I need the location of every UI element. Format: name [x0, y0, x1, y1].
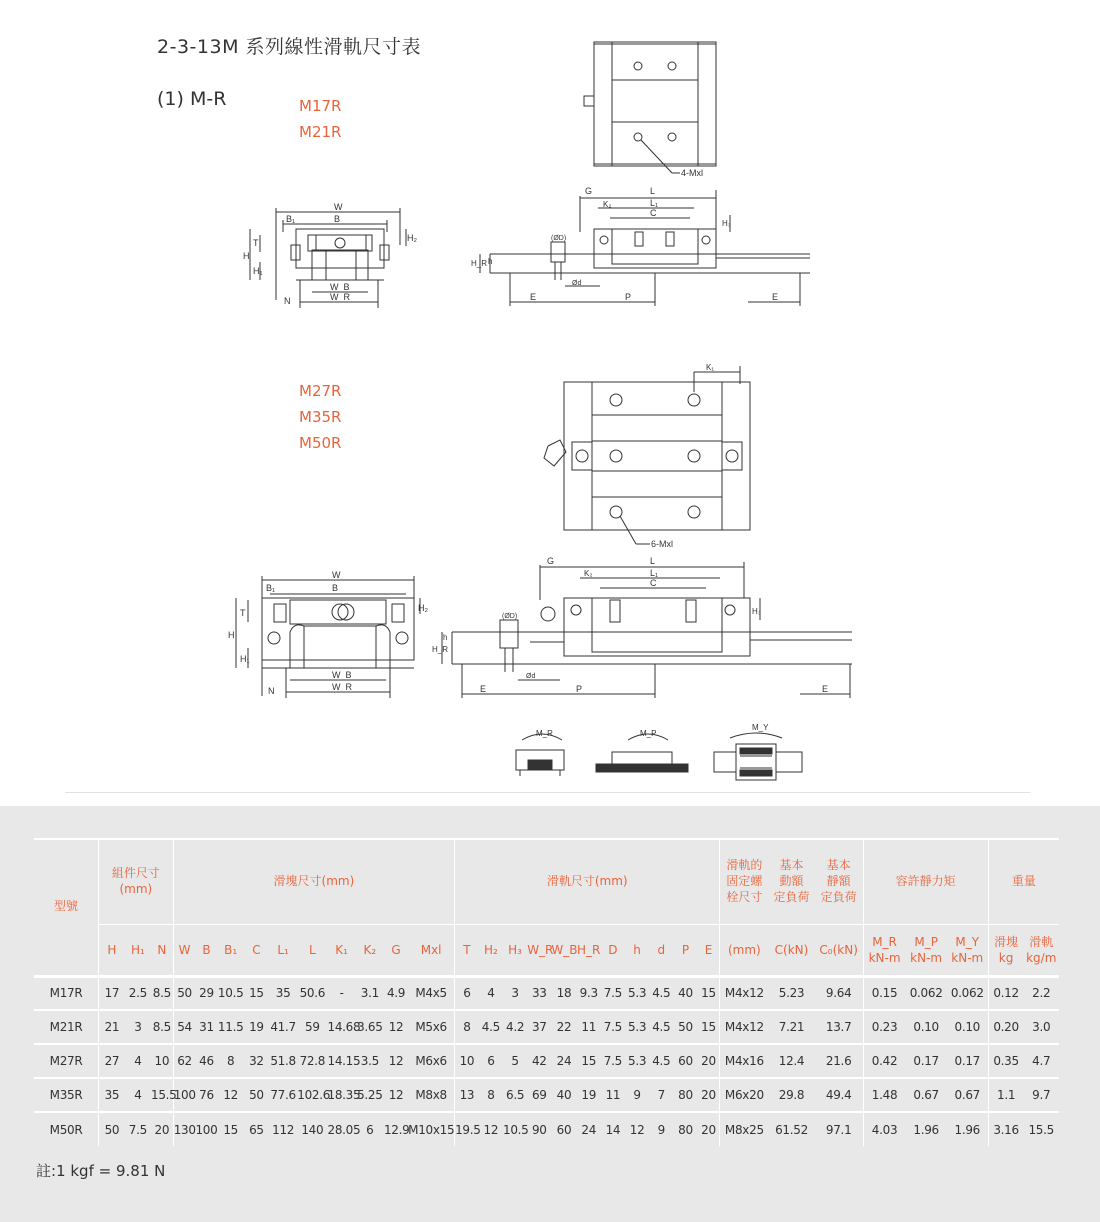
value-cell: 35 [99, 1078, 125, 1112]
hole-label: 4-Mxl [681, 168, 703, 178]
value-cell: 40 [551, 1078, 576, 1112]
value-cell: 1.1 [988, 1078, 1023, 1112]
value-cell: 8.5 [151, 976, 173, 1010]
value-cell: 7.5 [125, 1112, 151, 1146]
value-cell: M4x5 [408, 976, 454, 1010]
svg-text:B: B [334, 214, 341, 224]
value-cell: 33 [527, 976, 551, 1010]
spec-table-body [34, 976, 1059, 1146]
value-cell: M4x16 [720, 1044, 768, 1078]
value-cell: 28.05 [327, 1112, 355, 1146]
header-static-load: 基本 靜額 定負荷 [815, 838, 863, 924]
subheader: W_R [527, 942, 554, 957]
value-cell: 2.2 [1023, 976, 1059, 1010]
subheader: h [633, 942, 641, 957]
hole-label: 6-Mxl [651, 539, 673, 549]
value-cell: 27 [99, 1044, 125, 1078]
value-cell: 50 [673, 1010, 697, 1044]
svg-text:W_R: W_R [332, 682, 352, 692]
subheader: H_R [577, 942, 601, 957]
value-cell: 4 [125, 1078, 151, 1112]
subheader: B [202, 942, 211, 957]
model-cell: M21R [34, 1010, 99, 1044]
svg-text:H₂: H₂ [407, 233, 417, 243]
value-cell: 4.9 [384, 976, 408, 1010]
value-cell: 10 [151, 1044, 173, 1078]
value-cell: 5.3 [625, 1010, 649, 1044]
value-cell: 14.68 [327, 1010, 355, 1044]
value-cell: 0.15 [863, 976, 905, 1010]
svg-text:P: P [625, 292, 632, 302]
large-end-view [228, 570, 428, 698]
value-cell: 5.25 [356, 1078, 384, 1112]
value-cell: 5.3 [625, 1044, 649, 1078]
svg-text:W: W [332, 570, 341, 580]
svg-text:h: h [443, 633, 448, 642]
value-cell: 15 [698, 1010, 720, 1044]
model-label: M50R [299, 434, 342, 452]
value-cell: 21 [99, 1010, 125, 1044]
svg-text:(ØD): (ØD) [502, 613, 518, 620]
value-cell: 5.3 [625, 976, 649, 1010]
value-cell: 5.23 [768, 976, 814, 1010]
header-dynamic-load: 基本 動額 定負荷 [768, 838, 814, 924]
svg-text:T: T [253, 238, 259, 248]
value-cell: 9.3 [577, 976, 601, 1010]
moment-my-diagram [714, 723, 802, 780]
svg-text:H₂: H₂ [418, 603, 428, 613]
value-cell: 0.062 [947, 976, 988, 1010]
value-cell: 69 [527, 1078, 551, 1112]
svg-text:C: C [650, 208, 657, 218]
value-cell: 24 [577, 1112, 601, 1146]
value-cell: 21.6 [815, 1044, 863, 1078]
svg-text:E: E [530, 292, 537, 302]
value-cell: 4 [125, 1044, 151, 1078]
moment-mp-diagram [596, 729, 688, 772]
value-cell: 112 [269, 1112, 297, 1146]
value-cell: 17 [99, 976, 125, 1010]
small-side-view [471, 186, 810, 306]
svg-text:G: G [547, 556, 555, 566]
value-cell: M4x12 [720, 1010, 768, 1044]
value-cell: 12 [218, 1078, 244, 1112]
value-cell: 0.42 [863, 1044, 905, 1078]
subheader: H₂ [483, 942, 498, 957]
subheader: K₂ [363, 942, 377, 957]
value-cell: M4x12 [720, 976, 768, 1010]
subheader: C₀(kN) [819, 942, 858, 957]
value-cell: 77.6 [269, 1078, 297, 1112]
value-cell: M8x8 [408, 1078, 454, 1112]
subheader: L₁ [277, 942, 289, 957]
value-cell: 60 [673, 1044, 697, 1078]
spec-table-panel [0, 806, 1100, 1222]
value-cell: 29.8 [768, 1078, 814, 1112]
value-cell: 1.96 [947, 1112, 988, 1146]
header-model: 型號 [34, 838, 99, 976]
value-cell: 19.5 [455, 1112, 479, 1146]
value-cell: 4.5 [479, 1010, 503, 1044]
value-cell: 12 [479, 1112, 503, 1146]
value-cell: 15 [244, 976, 269, 1010]
value-cell: 8 [455, 1010, 479, 1044]
model-label: M17R [299, 97, 342, 115]
subheader: H₁ [130, 942, 145, 957]
value-cell: 6 [356, 1112, 384, 1146]
svg-text:T: T [240, 608, 246, 618]
value-cell: 42 [527, 1044, 551, 1078]
value-cell: 41.7 [269, 1010, 297, 1044]
svg-text:M_Y: M_Y [752, 723, 769, 732]
value-cell: 4.5 [649, 1044, 673, 1078]
value-cell: 22 [551, 1010, 576, 1044]
value-cell: 100 [195, 1112, 217, 1146]
value-cell: 4.5 [649, 976, 673, 1010]
value-cell: 3.1 [356, 976, 384, 1010]
value-cell: 40 [673, 976, 697, 1010]
subheader: N [157, 942, 167, 957]
unit-note: 註:1 kgf = 9.81 N [36, 1162, 166, 1180]
value-cell: 12 [384, 1078, 408, 1112]
value-cell: 12.4 [768, 1044, 814, 1078]
header-block: 滑塊尺寸(mm) [173, 838, 454, 924]
svg-text:H: H [228, 630, 235, 640]
table-row [34, 1044, 1059, 1078]
model-cell: M27R [34, 1044, 99, 1078]
value-cell: 0.17 [905, 1044, 946, 1078]
value-cell: 10.5 [218, 976, 244, 1010]
value-cell: 97.1 [815, 1112, 863, 1146]
value-cell: 37 [527, 1010, 551, 1044]
subheader: W_B [551, 942, 578, 957]
svg-text:W_B: W_B [330, 282, 350, 292]
subheader-moment: M_Y kN-m [951, 934, 984, 965]
value-cell: 0.17 [947, 1044, 988, 1078]
value-cell: 49.4 [815, 1078, 863, 1112]
subheader: G [391, 942, 401, 957]
value-cell: 8.5 [151, 1010, 173, 1044]
header-assembly: 組件尺寸 (mm) [99, 838, 174, 924]
svg-text:E: E [772, 292, 779, 302]
value-cell: 9 [649, 1112, 673, 1146]
svg-text:W: W [334, 202, 343, 212]
svg-text:h: h [488, 257, 493, 266]
svg-text:N: N [268, 686, 275, 696]
svg-text:L₁: L₁ [650, 198, 659, 208]
value-cell: 6 [479, 1044, 503, 1078]
model-label: M21R [299, 123, 342, 141]
subheader: L [309, 942, 316, 957]
svg-text:(ØD): (ØD) [551, 235, 567, 242]
value-cell: 9.7 [1023, 1078, 1059, 1112]
value-cell: 50 [173, 976, 195, 1010]
svg-text:B₁: B₁ [266, 583, 276, 593]
value-cell: 1.48 [863, 1078, 905, 1112]
value-cell: 15 [218, 1112, 244, 1146]
svg-text:K₁: K₁ [706, 363, 715, 372]
value-cell: 0.062 [905, 976, 946, 1010]
value-cell: 19 [577, 1078, 601, 1112]
svg-text:N: N [284, 296, 291, 306]
svg-text:Ød: Ød [572, 280, 582, 287]
svg-text:W_R: W_R [330, 292, 350, 302]
header-bolt: 滑軌的 固定螺 栓尺寸 [720, 838, 768, 924]
svg-text:H₁: H₁ [240, 654, 250, 664]
value-cell: 8 [479, 1078, 503, 1112]
svg-text:L₁: L₁ [650, 568, 659, 578]
value-cell: 50 [244, 1078, 269, 1112]
value-cell: 50 [99, 1112, 125, 1146]
value-cell: 51.8 [269, 1044, 297, 1078]
value-cell: 12 [384, 1044, 408, 1078]
header-moment: 容許靜力矩 [863, 838, 988, 924]
small-top-view [584, 42, 716, 178]
svg-text:H₁: H₁ [253, 266, 263, 276]
svg-text:H_R: H_R [432, 645, 449, 654]
subheader-weight: 滑塊 kg [988, 924, 1023, 976]
svg-text:P: P [576, 684, 583, 694]
subheader: W [173, 924, 195, 976]
value-cell: 11.5 [218, 1010, 244, 1044]
spec-table [34, 838, 1059, 1146]
value-cell: 60 [551, 1112, 576, 1146]
model-label: M27R [299, 382, 342, 400]
large-top-view [544, 363, 750, 549]
value-cell: 24 [551, 1044, 576, 1078]
model-cell: M35R [34, 1078, 99, 1112]
svg-text:Ød: Ød [526, 673, 536, 680]
value-cell: 8 [218, 1044, 244, 1078]
value-cell: 90 [527, 1112, 551, 1146]
value-cell: 0.67 [905, 1078, 946, 1112]
table-row [34, 1010, 1059, 1044]
value-cell: 130 [173, 1112, 195, 1146]
subheader-weight: 滑軌 kg/m [1026, 934, 1057, 965]
table-row [34, 976, 1059, 1010]
value-cell: 4.2 [503, 1010, 527, 1044]
value-cell: 4.5 [649, 1010, 673, 1044]
value-cell: M6x20 [720, 1078, 768, 1112]
value-cell: 0.23 [863, 1010, 905, 1044]
value-cell: 18 [551, 976, 576, 1010]
subheader: H₃ [508, 942, 522, 957]
value-cell: M6x6 [408, 1044, 454, 1078]
value-cell: 7.21 [768, 1010, 814, 1044]
svg-text:G: G [585, 186, 593, 196]
value-cell: 5 [503, 1044, 527, 1078]
subheader: D [608, 942, 618, 957]
value-cell: 20 [151, 1112, 173, 1146]
section-divider [65, 792, 1030, 793]
model-label: M35R [299, 408, 342, 426]
value-cell: 14 [601, 1112, 625, 1146]
value-cell: M10x15 [408, 1112, 454, 1146]
value-cell: 3 [503, 976, 527, 1010]
value-cell: 4.7 [1023, 1044, 1059, 1078]
value-cell: 18.35 [327, 1078, 355, 1112]
value-cell: 10.5 [503, 1112, 527, 1146]
model-cell: M50R [34, 1112, 99, 1146]
value-cell: 3.0 [1023, 1010, 1059, 1044]
value-cell: 11 [577, 1010, 601, 1044]
svg-text:B₁: B₁ [286, 214, 296, 224]
value-cell: 11 [601, 1078, 625, 1112]
value-cell: 29 [195, 976, 217, 1010]
subheader-moment: M_P kN-m [910, 934, 943, 965]
svg-text:L: L [650, 186, 656, 196]
value-cell: 100 [173, 1078, 195, 1112]
value-cell: 0.10 [905, 1010, 946, 1044]
model-cell: M17R [34, 976, 99, 1010]
subheader: K₁ [335, 942, 348, 957]
value-cell: 0.20 [988, 1010, 1023, 1044]
subheader: H [99, 924, 125, 976]
value-cell: 50.6 [297, 976, 327, 1010]
value-cell: 61.52 [768, 1112, 814, 1146]
subheader: B₁ [224, 942, 238, 957]
table-row [34, 1078, 1059, 1112]
svg-text:H: H [243, 251, 250, 261]
value-cell: 3.65 [356, 1010, 384, 1044]
value-cell: 59 [297, 1010, 327, 1044]
value-cell: 7 [649, 1078, 673, 1112]
svg-text:H_R: H_R [471, 259, 488, 268]
value-cell: 15.5 [1023, 1112, 1059, 1146]
value-cell: 2.5 [125, 976, 151, 1010]
value-cell: 12 [625, 1112, 649, 1146]
value-cell: 20 [698, 1078, 720, 1112]
value-cell: 46 [195, 1044, 217, 1078]
svg-text:M_P: M_P [640, 729, 657, 738]
svg-text:E: E [822, 684, 829, 694]
value-cell: 102.6 [297, 1078, 327, 1112]
value-cell: 80 [673, 1078, 697, 1112]
value-cell: 3.5 [356, 1044, 384, 1078]
value-cell: 15.5 [151, 1078, 173, 1112]
large-side-view [432, 556, 852, 698]
svg-text:H₃: H₃ [752, 607, 762, 616]
value-cell: 10 [455, 1044, 479, 1078]
value-cell: 20 [698, 1112, 720, 1146]
value-cell: 6.5 [503, 1078, 527, 1112]
svg-text:H₃: H₃ [722, 219, 732, 228]
value-cell: 3 [125, 1010, 151, 1044]
value-cell: 12 [384, 1010, 408, 1044]
value-cell: 7.5 [601, 1010, 625, 1044]
table-row [34, 1112, 1059, 1146]
value-cell: 80 [673, 1112, 697, 1146]
value-cell: 12.9 [384, 1112, 408, 1146]
value-cell: 13.7 [815, 1010, 863, 1044]
value-cell: 0.10 [947, 1010, 988, 1044]
value-cell: 72.8 [297, 1044, 327, 1078]
value-cell: - [327, 976, 355, 1010]
page-title: 2-3-13M 系列線性滑軌尺寸表 [157, 36, 421, 58]
value-cell: 4 [479, 976, 503, 1010]
svg-text:C: C [650, 578, 657, 588]
value-cell: 65 [244, 1112, 269, 1146]
value-cell: M5x6 [408, 1010, 454, 1044]
value-cell: 9.64 [815, 976, 863, 1010]
subheader: E [704, 942, 713, 957]
subheader: C(kN) [774, 942, 809, 957]
value-cell: 140 [297, 1112, 327, 1146]
value-cell: 0.67 [947, 1078, 988, 1112]
value-cell: 31 [195, 1010, 217, 1044]
svg-text:M_R: M_R [536, 729, 553, 738]
value-cell: 7.5 [601, 976, 625, 1010]
value-cell: 1.96 [905, 1112, 946, 1146]
value-cell: 0.12 [988, 976, 1023, 1010]
value-cell: 15 [577, 1044, 601, 1078]
value-cell: 19 [244, 1010, 269, 1044]
value-cell: 14.15 [327, 1044, 355, 1078]
svg-text:B: B [332, 583, 339, 593]
svg-text:E: E [480, 684, 487, 694]
svg-text:K₂: K₂ [603, 200, 612, 209]
value-cell: 9 [625, 1078, 649, 1112]
subheader: (mm) [720, 924, 768, 976]
svg-text:L: L [650, 556, 656, 566]
subheader: Mxl [420, 942, 442, 957]
subheader: P [681, 942, 690, 957]
value-cell: 6 [455, 976, 479, 1010]
value-cell: 35 [269, 976, 297, 1010]
moment-mr-diagram [516, 729, 564, 776]
value-cell: 62 [173, 1044, 195, 1078]
value-cell: 54 [173, 1010, 195, 1044]
value-cell: 32 [244, 1044, 269, 1078]
value-cell: 7.5 [601, 1044, 625, 1078]
value-cell: M8x25 [720, 1112, 768, 1146]
small-end-view [243, 202, 417, 308]
value-cell: 76 [195, 1078, 217, 1112]
value-cell: 13 [455, 1078, 479, 1112]
subheader: T [455, 924, 479, 976]
header-weight: 重量 [988, 838, 1059, 924]
header-rail: 滑軌尺寸(mm) [455, 838, 720, 924]
subheader-moment: M_R kN-m [863, 924, 905, 976]
svg-text:K₂: K₂ [584, 569, 593, 578]
value-cell: 15 [698, 976, 720, 1010]
value-cell: 3.16 [988, 1112, 1023, 1146]
value-cell: 4.03 [863, 1112, 905, 1146]
subheader: C [252, 942, 261, 957]
section-subtitle: (1) M-R [157, 88, 227, 110]
subheader: d [657, 942, 666, 957]
svg-text:W_B: W_B [332, 670, 352, 680]
value-cell: 0.35 [988, 1044, 1023, 1078]
value-cell: 20 [698, 1044, 720, 1078]
